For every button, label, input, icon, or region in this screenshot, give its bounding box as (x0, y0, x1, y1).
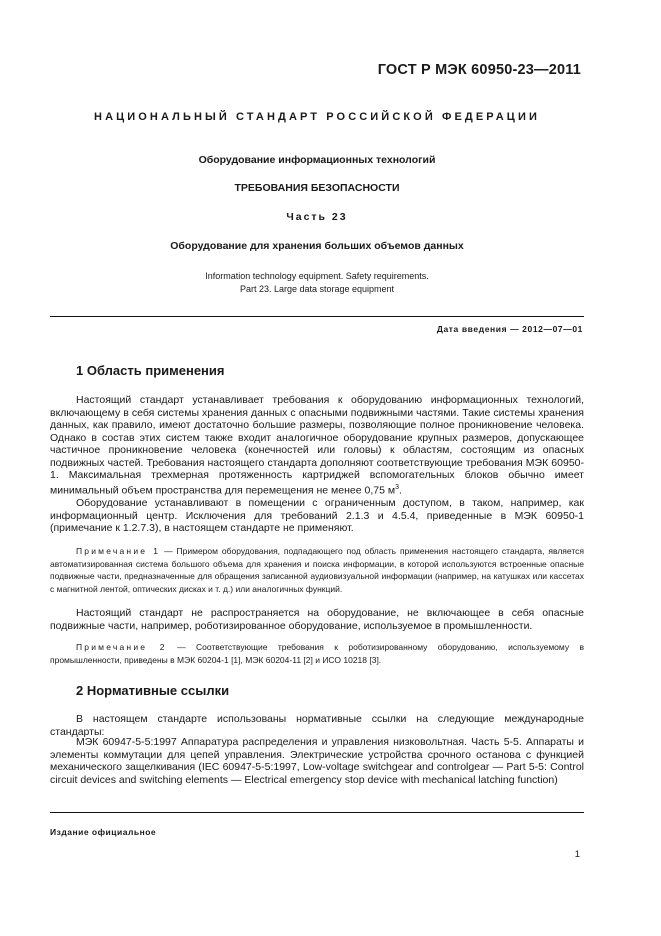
english-title-line-1: Information technology equipment. Safety requirements. (205, 271, 429, 281)
note-1 (50, 545, 584, 595)
section-2-heading: 2 Нормативные ссылки (76, 683, 230, 698)
top-divider (50, 316, 584, 317)
introduction-date: Дата введения — 2012—07—01 (436, 324, 583, 334)
page-number: 1 (574, 849, 580, 860)
note-2 (50, 641, 584, 666)
footer-divider (50, 812, 584, 813)
note-2-text: — Соответствующие требования к роботизированному оборудованию, используемому в промышленности, приведены в МЭК 60204-1 [1], МЭК 60204-11 [2] и ИСО 10218 [3]. (50, 642, 584, 665)
section-1-paragraph-1-end: . (399, 484, 402, 496)
english-title-line-2: Part 23. Large data storage equipment (239, 284, 395, 294)
note-1-text: — Примером оборудования, подпадающего под область применения настоящего стандарта, является автоматизированная система большого объема для хранения и поиска информации, в которой используются встроенные опасные подвижные части, предназначенные для обращения записанной аудиовизуальной информации (например, на катушках или кассетах с магнитной лентой, оптических дисках и т. д.) или аналогичных функций. (50, 546, 584, 594)
section-1-paragraph-3: Настоящий стандарт не распространяется на оборудование, не включающее в себя опасные подвижные части, например, роботизированное оборудование, используемое в промышленности. (50, 607, 584, 632)
section-1-paragraph-1-text: Настоящий стандарт устанавливает требования к оборудованию информационных технологий, включающему в себя системы хранения данных с опасными подвижными частями. Такие системы хранения данных, как правило, имеют достаточно большие размеры, позволяющие полное проникновение человека. Однако в состав этих систем также входит аналогичное оборудование крупных размеров, допускающее частичное проникновение человека (конечностей или головы) к областям, состоящим из опасных подвижных частей. Требования настоящего стандарта дополняют соответствующие требования МЭК 60950-1. Максимальная трехмерная протяженность картриджей вспомогательных блоков обычно имеет минимальный объем пространства для перемещения не менее 0,75 м (50, 394, 584, 496)
title-line-4: Оборудование для хранения больших объемов данных (170, 240, 464, 252)
national-standard-title: НАЦИОНАЛЬНЫЙ СТАНДАРТ РОССИЙСКОЙ ФЕДЕРАЦИИ (94, 111, 540, 123)
section-2-paragraph-2: МЭК 60947-5-5:1997 Аппаратура распределения и управления низковольтная. Часть 5-5. Аппараты и элементы коммутации для цепей управления. Электрические устройства срочного останова с функцией механического защелкивания (IEC 60947-5-5:1997, Low-voltage switchgear and controlgear — Part 5-5: Control circuit devices and switching elements — Electrical emergency stop device with mechanical latching function) (50, 736, 584, 786)
note-1-label: Примечание 1 (76, 546, 161, 556)
section-1-heading: 1 Область применения (76, 363, 225, 378)
section-1-paragraph-1 (50, 394, 584, 497)
section-1-paragraph-2: Оборудование устанавливают в помещении с ограниченным доступом, в таком, например, как информационный центр. Исключения для требований 2.1.3 и 4.5.4, приведенные в МЭК 60950-1 (примечание к 1.2.7.3), в настоящем стандарте не применяют. (50, 497, 584, 534)
title-line-1: Оборудование информационных технологий (198, 154, 436, 166)
edition-note: Издание официальное (50, 827, 157, 837)
document-number: ГОСТ Р МЭК 60950-23—2011 (377, 62, 581, 78)
title-part: Часть 23 (286, 211, 348, 223)
note-2-label: Примечание 2 (76, 642, 167, 652)
cubic-superscript: 3 (395, 483, 399, 491)
section-2-paragraph-1: В настоящем стандарте использованы нормативные ссылки на следующие международные стандарты: (50, 713, 584, 738)
title-line-2: ТРЕБОВАНИЯ БЕЗОПАСНОСТИ (234, 182, 400, 194)
english-title (50, 270, 584, 296)
